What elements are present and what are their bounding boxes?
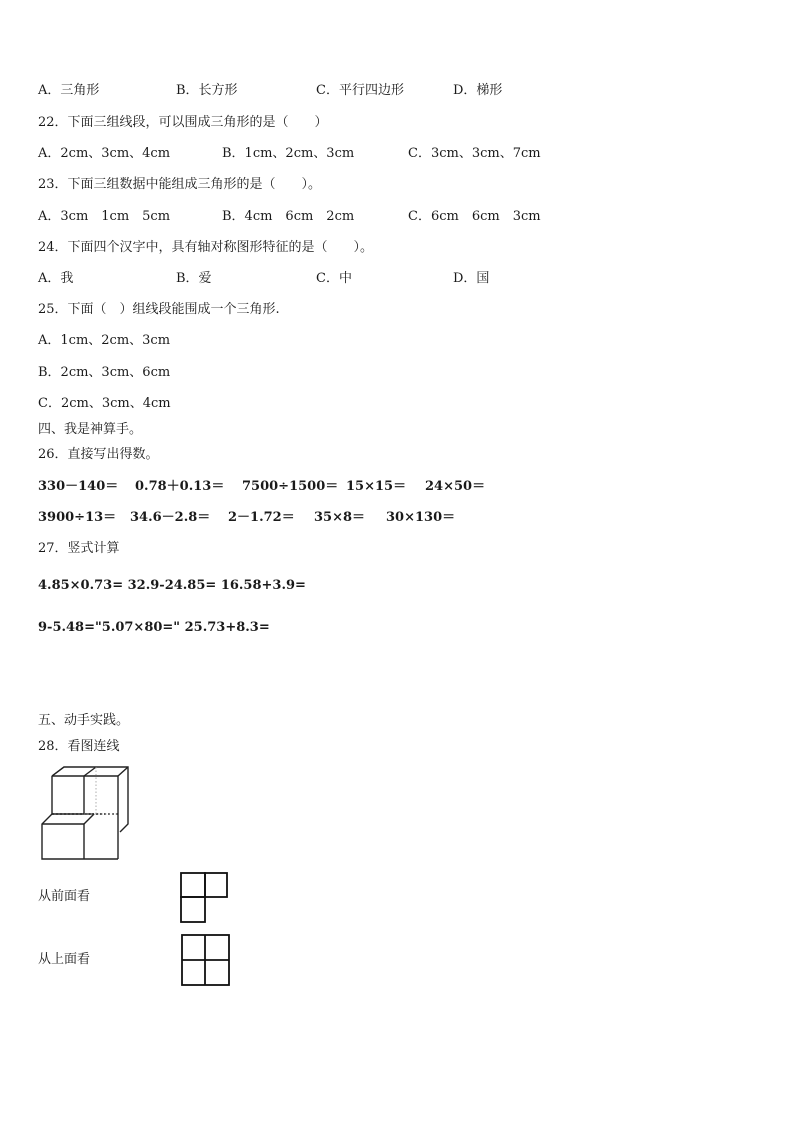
q26-item: 330－140＝ <box>38 479 119 494</box>
q27-line-1: 4.85×0.73= 32.9-24.85= 16.58+3.9= <box>38 578 306 593</box>
q25-question: 25．下面（ ）组线段能围成一个三角形. <box>38 302 280 317</box>
q24-option-d: D．国 <box>453 271 490 286</box>
q26-item: 35×8＝ <box>314 510 366 525</box>
q28-label-top-view: 从上面看 <box>38 952 91 967</box>
cube-figure <box>38 766 132 862</box>
q22-option-a: A．2cm、3cm、4cm <box>38 146 171 161</box>
q22-question: 22．下面三组线段，可以围成三角形的是（ ） <box>38 115 328 130</box>
q24-option-b: B．爱 <box>176 271 212 286</box>
top-view-figure <box>180 933 232 987</box>
q24-option-c: C．中 <box>316 271 352 286</box>
section-4-heading: 四、我是神算手。 <box>38 422 143 437</box>
q27-line-2: 9-5.48="5.07×80=" 25.73+8.3= <box>38 620 270 635</box>
q26-item: 34.6－2.8＝ <box>130 510 211 525</box>
q23-option-b: B．4cm 6cm 2cm <box>222 209 355 224</box>
q21-option-c: C．平行四边形 <box>316 83 404 98</box>
q25-option-a: A．1cm、2cm、3cm <box>38 333 171 348</box>
q26-item: 24×50＝ <box>425 479 486 494</box>
q26-item: 7500÷1500＝ <box>242 479 339 494</box>
q24-question: 24．下面四个汉字中，具有轴对称图形特征的是（ ）。 <box>38 240 374 255</box>
front-view-figure <box>180 872 230 924</box>
q26-item: 15×15＝ <box>346 479 407 494</box>
q23-option-c: C．6cm 6cm 3cm <box>408 209 541 224</box>
q26-item: 0.78＋0.13＝ <box>135 479 225 494</box>
q23-question: 23．下面三组数据中能组成三角形的是（ ）。 <box>38 177 322 192</box>
q26-question: 26．直接写出得数。 <box>38 447 159 462</box>
q21-option-d: D．梯形 <box>453 83 503 98</box>
q25-option-c: C．2cm、3cm、4cm <box>38 396 171 411</box>
q26-item: 30×130＝ <box>386 510 456 525</box>
q26-item: 3900÷13＝ <box>38 510 117 525</box>
q28-question: 28．看图连线 <box>38 739 120 754</box>
q24-option-a: A．我 <box>38 271 74 286</box>
q23-option-a: A．3cm 1cm 5cm <box>38 209 171 224</box>
q26-item: 2－1.72＝ <box>228 510 295 525</box>
q28-label-front-view: 从前面看 <box>38 889 91 904</box>
section-5-heading: 五、动手实践。 <box>38 713 130 728</box>
q21-option-b: B．长方形 <box>176 83 238 98</box>
q25-option-b: B．2cm、3cm、6cm <box>38 365 171 380</box>
q22-option-c: C．3cm、3cm、7cm <box>408 146 541 161</box>
q27-question: 27．竖式计算 <box>38 541 120 556</box>
q21-option-a: A．三角形 <box>38 83 100 98</box>
q22-option-b: B．1cm、2cm、3cm <box>222 146 355 161</box>
